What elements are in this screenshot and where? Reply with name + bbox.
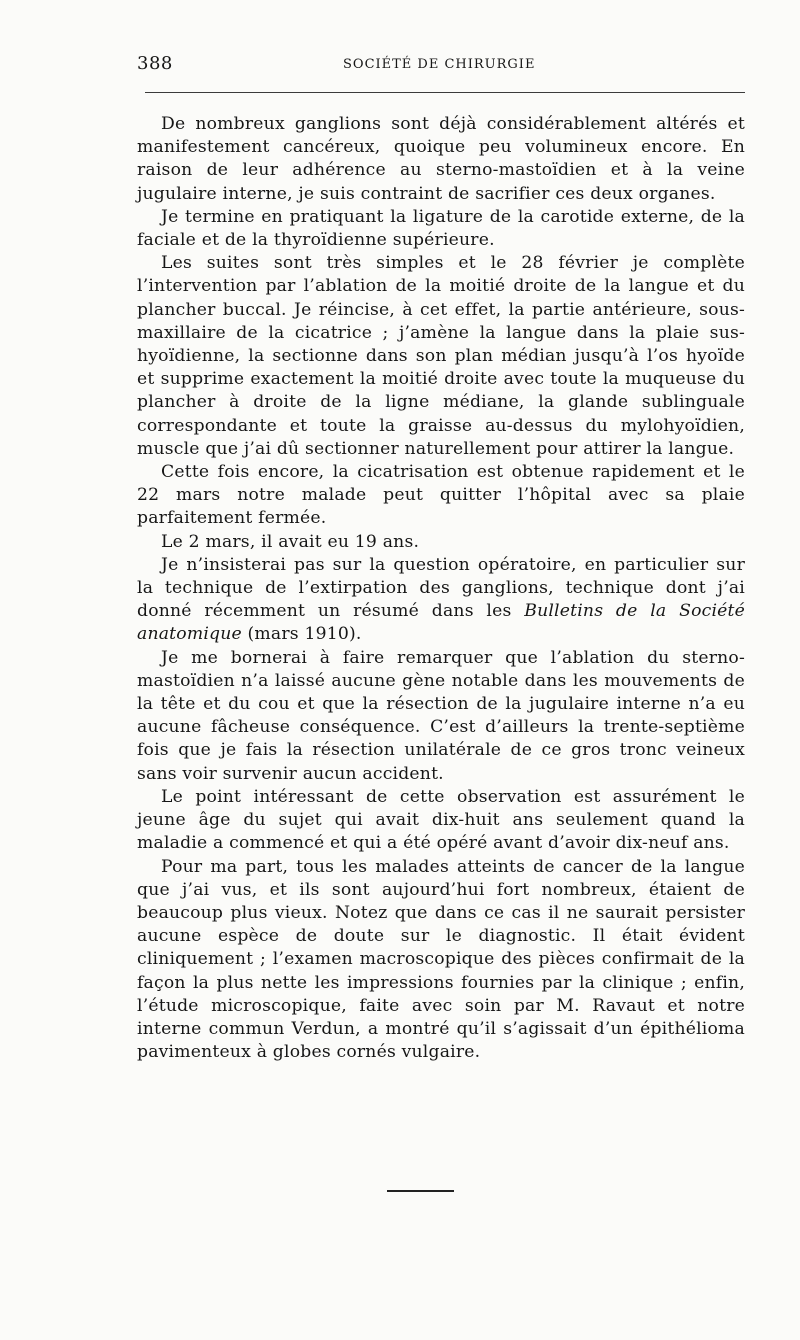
paragraph-2: Je termine en pratiquant la ligature de la carotide externe, de la faciale et de la thyroïdienne supérieure. — [137, 206, 745, 251]
paragraph-9: Pour ma part, tous les malades atteints de cancer de la langue que j’ai vus, et ils sont aujourd’hui fort nombreux, étaient de beaucoup plus vieux. Notez que dans ce cas il ne saurait persister aucune espèce de doute sur le diagnostic. Il était évident cliniquement ; l’examen macroscopique des pièces confirmait de la façon la plus nette les impressions fournies par la clinique ; enfin, l’étude microscopique, faite avec soin par M. Ravaut et notre interne commun Verdun, a montré qu’il s’agissait d’un épithélioma pavimenteux à globes cornés vulgaire. — [137, 856, 745, 1063]
bulletins-citation: Bulletins de la Société anatomique — [137, 601, 745, 645]
paragraph-6 — [137, 554, 745, 647]
header-rule — [145, 92, 745, 93]
page-number: 388 — [137, 53, 173, 74]
paragraph-1: De nombreux ganglions sont déjà considérablement altérés et manifestement cancéreux, quoique peu volumineux encore. En raison de leur adhérence au sterno-mastoïdien et à la veine jugulaire interne, je suis contraint de sacrifier ces deux organes. — [137, 114, 745, 204]
paragraph-5: Le 2 mars, il avait eu 19 ans. — [161, 531, 420, 552]
end-rule — [387, 1190, 454, 1192]
paragraph-8: Le point intéressant de cette observation est assurément le jeune âge du sujet qui avait dix-huit ans seulement quand la maladie a commencé et qui a été opéré avant d’avoir dix-neuf ans. — [137, 786, 745, 854]
body-text — [137, 113, 745, 1064]
paragraph-3: Les suites sont très simples et le 28 février je complète l’intervention par l’ablation de la moitié droite de la langue et du plancher buccal. Je réincise, à cet effet, la partie antérieure, sous-maxillaire de la cicatrice ; j’amène la langue dans la plaie sus-hyoïdienne, la sectionne dans son plan médian jusqu’à l’os hyoïde et supprime exactement la moitié droite avec toute la muqueuse du plancher à droite de la ligne médiane, la glande sublinguale correspondante et toute la graisse au-dessus du mylohyoïdien, muscle que j’ai dû sectionner naturellement pour attirer la langue. — [137, 253, 745, 459]
running-head: SOCIÉTÉ DE CHIRURGIE — [343, 57, 536, 72]
paragraph-4: Cette fois encore, la cicatrisation est obtenue rapidement et le 22 mars notre malade peut quitter l’hôpital avec sa plaie parfaitement fermée. — [137, 462, 745, 529]
paragraph-7: Je me bornerai à faire remarquer que l’ablation du sterno-mastoïdien n’a laissé aucune gène notable dans les mouvements de la tête et du cou et que la résection de la jugulaire interne n’a eu aucune fâcheuse conséquence. C’est d’ailleurs la trente-septième fois que je fais la résection unilatérale de ce gros tronc veineux sans voir survenir aucun accident. — [137, 647, 745, 784]
paragraph-6-text-before: Je n’insisterai pas sur la question opératoire, en particulier sur la technique de l’extirpation des ganglions, technique dont j’ai donné récemment un résumé dans les — [137, 554, 745, 622]
paragraph-6-text-after: (mars 1910). — [241, 624, 362, 645]
page-header — [0, 0, 800, 100]
